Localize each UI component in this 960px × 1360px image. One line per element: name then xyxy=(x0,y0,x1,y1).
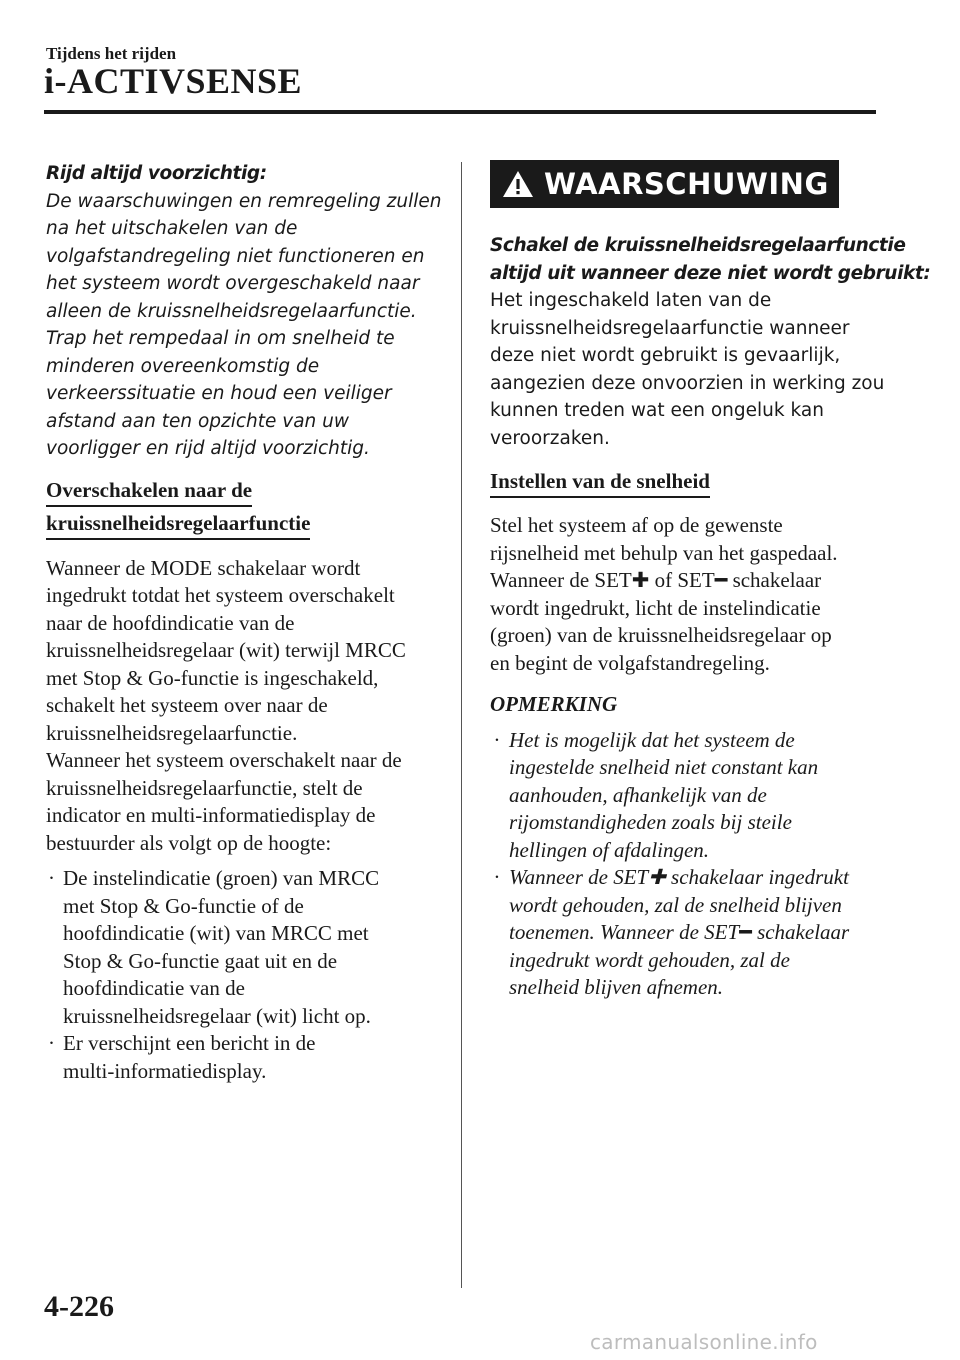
page-title: i-ACTIVSENSE xyxy=(44,61,303,101)
list-item xyxy=(492,727,880,865)
warning-line: deze niet wordt gebruikt is gevaarlijk, xyxy=(490,345,841,366)
body-line: Wanneer de SET✚ of SET━ schakelaar xyxy=(490,568,822,592)
warning-line: kruissnelheidsregelaarfunctie wanneer xyxy=(490,317,850,339)
warning-line: kunnen treden wat een ongeluk kan xyxy=(490,400,824,421)
caution-line: het systeem wordt overgeschakeld naar xyxy=(46,273,420,294)
caution-line: na het uitschakelen van de xyxy=(46,218,298,239)
bullet-line: ingestelde snelheid niet constant kan xyxy=(509,755,819,779)
warning-line: veroorzaken. xyxy=(490,427,610,449)
left-body-text xyxy=(46,555,436,858)
warning-line: Het ingeschakeld laten van de xyxy=(490,290,772,311)
bullet-line: met Stop & Go-functie of de xyxy=(63,893,304,918)
warning-label: WAARSCHUWING xyxy=(544,167,829,201)
bullet-line: toenemen. Wanneer de SET━ schakelaar xyxy=(509,920,850,944)
body-line: schakelt het systeem over naar de xyxy=(46,693,328,717)
body-line: en begint de volgafstandregeling. xyxy=(490,650,770,675)
caution-line: minderen overeenkomstig de xyxy=(46,355,320,377)
bullet-line: hellingen of afdalingen. xyxy=(509,837,710,862)
bullet-line: hoofdindicatie van de xyxy=(63,976,245,1000)
bullet-line: wordt gehouden, zal de snelheid blijven xyxy=(509,892,842,917)
body-line: met Stop & Go-functie is ingeschakeld, xyxy=(46,665,379,690)
bullet-line: De instelindicatie (groen) van MRCC xyxy=(63,866,380,890)
bullet-dot-icon: · xyxy=(494,865,500,889)
caution-line: verkeerssituatie en houd een veiliger xyxy=(46,383,392,404)
section-label: Tijdens het rijden xyxy=(46,44,177,63)
list-item xyxy=(492,864,880,1002)
bullet-line: multi-informatiedisplay. xyxy=(63,1058,267,1083)
warning-line: aangezien deze onvoorzien in werking zou xyxy=(490,372,885,394)
warning-title xyxy=(490,232,931,287)
body-line: Wanneer de MODE schakelaar wordt xyxy=(46,555,361,580)
bullet-dot-icon: · xyxy=(48,1031,55,1055)
body-line: ingedrukt totdat het systeem overschakelt xyxy=(46,583,395,607)
body-line: wordt ingedrukt, licht de instelindicatie xyxy=(490,595,821,620)
body-line: (groen) van de kruissnelheidsregelaar op xyxy=(490,623,832,647)
heading-line: Overschakelen naar de xyxy=(46,477,252,507)
caution-line: voorligger en rijd altijd voorzichtig. xyxy=(46,438,370,459)
bullet-line: Er verschijnt een bericht in de xyxy=(63,1031,316,1055)
body-line: rijsnelheid met behulp van het gaspedaal. xyxy=(490,540,838,565)
list-item xyxy=(46,865,436,1030)
bullet-dot-icon: · xyxy=(48,866,55,890)
bullet-line: hoofdindicatie (wit) van MRCC met xyxy=(63,921,369,945)
note-label: OPMERKING xyxy=(490,692,618,716)
caution-line: Trap het rempedaal in om snelheid te xyxy=(46,328,395,349)
body-line: kruissnelheidsregelaar (wit) terwijl MRCC xyxy=(46,638,406,662)
bullet-line: Wanneer de SET✚ schakelaar ingedrukt xyxy=(509,865,849,889)
left-column xyxy=(46,160,442,1085)
watermark: carmanualsonline.info xyxy=(590,1330,818,1354)
caution-line: volgafstandregeling niet functioneren en xyxy=(46,245,425,267)
column-divider xyxy=(461,162,462,1288)
bullet-line: kruissnelheidsregelaar (wit) licht op. xyxy=(63,1003,371,1028)
heading-line: kruissnelheidsregelaarfunctie xyxy=(46,510,310,540)
body-line: bestuurder als volgt op de hoogte: xyxy=(46,830,332,855)
caution-line: alleen de kruissnelheidsregelaarfunctie. xyxy=(46,300,417,322)
caution-text xyxy=(46,188,442,463)
body-line: Stel het systeem af op de gewenste xyxy=(490,513,783,537)
header-rule xyxy=(44,110,876,114)
speed-heading: Instellen van de snelheid xyxy=(490,468,710,498)
bullet-line: Het is mogelijk dat het systeem de xyxy=(509,727,795,752)
right-body-text xyxy=(490,512,880,677)
caution-line: De waarschuwingen en remregeling zullen xyxy=(46,190,442,212)
bullet-line: Stop & Go-functie gaat uit en de xyxy=(63,948,338,973)
caution-title: Rijd altijd voorzichtig: xyxy=(46,163,267,184)
body-line: naar de hoofdindicatie van de xyxy=(46,610,295,635)
bullet-line: ingedrukt wordt gehouden, zal de xyxy=(509,947,790,972)
warning-triangle-icon xyxy=(502,170,534,198)
page-number: 4-226 xyxy=(44,1290,114,1323)
right-column xyxy=(490,160,931,1002)
note-bullet-list xyxy=(490,727,880,1002)
caution-line: afstand aan ten opzichte van uw xyxy=(46,410,350,432)
list-item xyxy=(46,1030,436,1085)
bullet-line: rijomstandigheden zoals bij steile xyxy=(509,810,792,834)
bullet-dot-icon: · xyxy=(494,727,500,752)
body-line: Wanneer het systeem overschakelt naar de xyxy=(46,748,402,772)
warning-title-line: Schakel de kruissnelheidsregelaarfunctie xyxy=(490,235,906,256)
warning-title-line: altijd uit wanneer deze niet wordt gebruikt: xyxy=(490,262,931,284)
bullet-line: snelheid blijven afnemen. xyxy=(509,975,724,999)
warning-text xyxy=(490,287,885,452)
left-bullet-list xyxy=(46,865,436,1085)
warning-banner xyxy=(490,160,839,208)
section-heading-speed xyxy=(490,468,880,500)
body-line: kruissnelheidsregelaarfunctie. xyxy=(46,720,298,745)
body-line: indicator en multi-informatiedisplay de xyxy=(46,803,376,827)
section-heading-cruise xyxy=(46,477,436,543)
body-line: kruissnelheidsregelaarfunctie, stelt de xyxy=(46,775,363,800)
caution-block xyxy=(46,160,442,463)
bullet-line: aanhouden, afhankelijk van de xyxy=(509,782,767,807)
